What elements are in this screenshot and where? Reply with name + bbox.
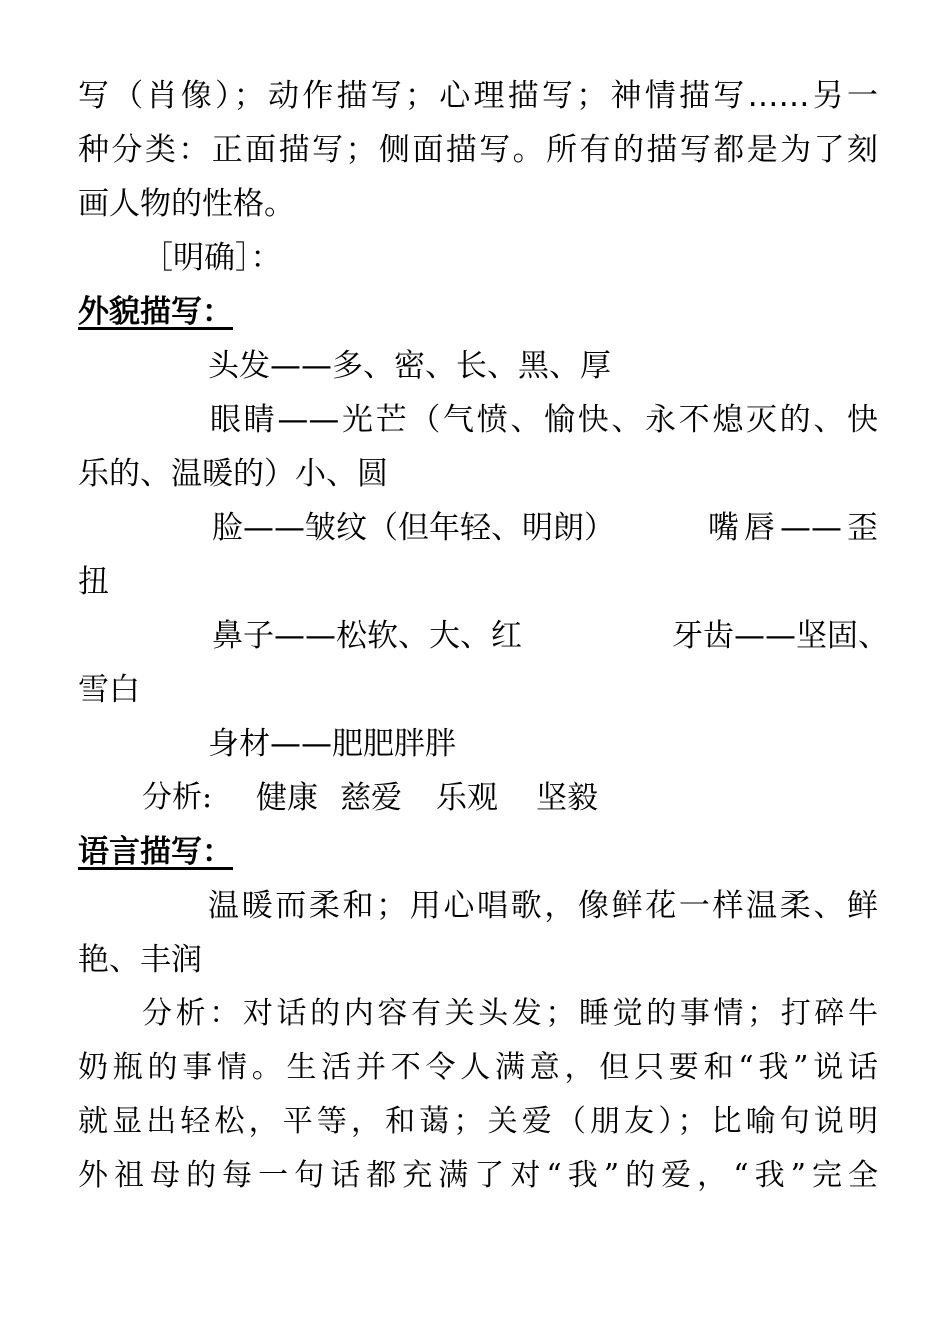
analysis-word: 乐观 [436, 780, 498, 816]
intro-line-1: 写（肖像）；动作描写；心理描写；神情描写……另一 [78, 78, 878, 114]
appearance-teeth-line-1: 牙齿——坚固、 [672, 618, 889, 654]
appearance-teeth-line-2: 雪白 [78, 672, 140, 708]
appearance-hair: 头发——多、密、长、黑、厚 [208, 348, 611, 384]
clarify-label: ［明确］： [142, 240, 282, 276]
analysis-word: 健康 [256, 780, 318, 816]
intro-line-2: 种分类：正面描写；侧面描写。所有的描写都是为了刻 [78, 132, 878, 168]
appearance-eyes-line-2: 乐的、温暖的）小、圆 [78, 456, 388, 492]
appearance-heading: 外貌描写： [78, 294, 233, 330]
appearance-face: 脸——皱纹（但年轻、明朗） [212, 510, 615, 546]
appearance-lips-line-2: 扭 [78, 564, 109, 600]
analysis-word: 慈爱 [340, 780, 402, 816]
appearance-nose: 鼻子——松软、大、红 [212, 618, 522, 654]
language-line-2: 艳、丰润 [78, 942, 202, 978]
appearance-lips-line-1: 嘴唇——歪 [708, 510, 878, 546]
intro-line-3: 画人物的性格。 [78, 186, 295, 222]
appearance-figure: 身材——肥肥胖胖 [208, 726, 456, 762]
language-analysis-line-2: 奶瓶的事情。生活并不令人满意，但只要和“我”说话 [78, 1050, 878, 1085]
language-line-1: 温暖而柔和；用心唱歌，像鲜花一样温柔、鲜 [208, 888, 878, 924]
language-analysis-line-1: 分析：对话的内容有关头发；睡觉的事情；打碎牛 [142, 996, 878, 1031]
appearance-eyes-line-1: 眼睛——光芒（气愤、愉快、永不熄灭的、快 [210, 402, 878, 438]
analysis-word: 坚毅 [536, 780, 598, 816]
language-analysis-line-3: 就显出轻松，平等，和蔼；关爱（朋友）；比喻句说明 [78, 1104, 878, 1139]
appearance-analysis-label: 分析: [142, 780, 213, 815]
language-analysis-line-4: 外祖母的每一句话都充满了对“我”的爱，“我”完全 [78, 1158, 878, 1193]
language-heading: 语言描写： [78, 834, 233, 870]
